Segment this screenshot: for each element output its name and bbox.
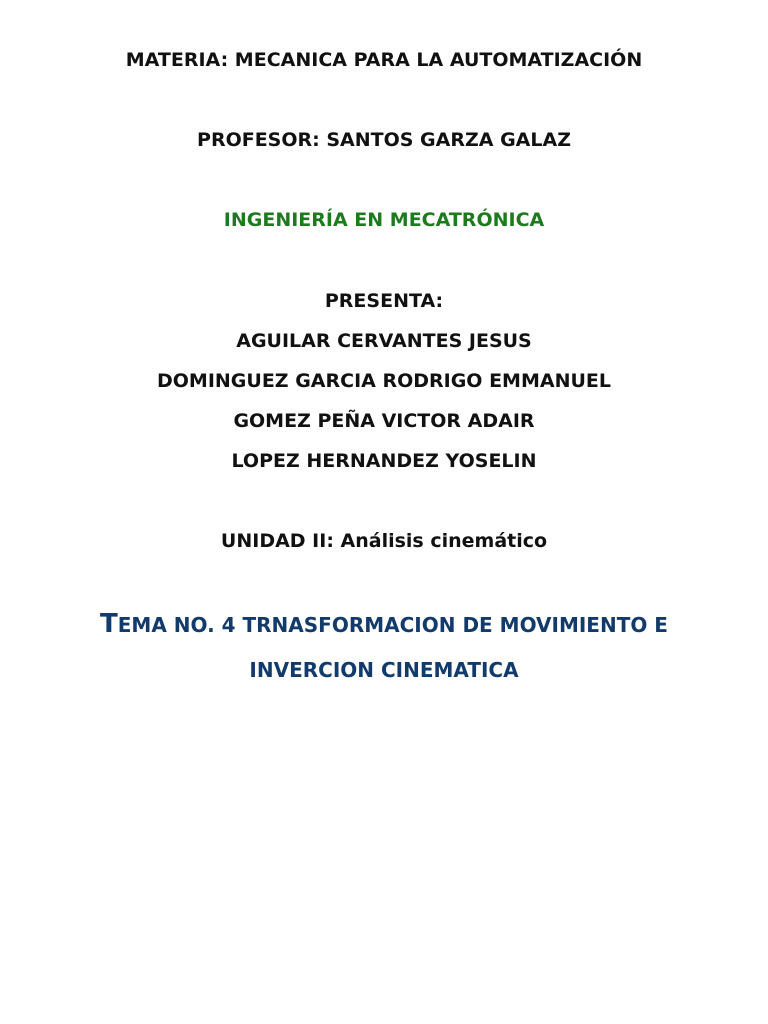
professor-line: PROFESOR: SANTOS GARZA GALAZ	[197, 129, 571, 151]
career-line: INGENIERÍA EN MECATRÓNICA	[223, 209, 545, 231]
topic-line-1-text: EMA NO. 4 TRNASFORMACION DE MOVIMIENTO E	[117, 613, 668, 637]
student-name: LOPEZ HERNANDEZ YOSELIN	[231, 450, 537, 472]
subject-line: MATERIA: MECANICA PARA LA AUTOMATIZACIÓN	[125, 49, 643, 71]
topic-line-1	[0, 609, 768, 639]
presenta-label: PRESENTA:	[324, 290, 444, 312]
topic-line-2: INVERCION CINEMATICA	[249, 658, 519, 682]
student-name: GOMEZ PEÑA VICTOR ADAIR	[233, 410, 535, 432]
student-name: AGUILAR CERVANTES JESUS	[236, 330, 532, 352]
topic-initial: T	[100, 609, 118, 639]
student-name: DOMINGUEZ GARCIA RODRIGO EMMANUEL	[157, 370, 611, 392]
unit-line: UNIDAD II: Análisis cinemático	[220, 530, 548, 552]
